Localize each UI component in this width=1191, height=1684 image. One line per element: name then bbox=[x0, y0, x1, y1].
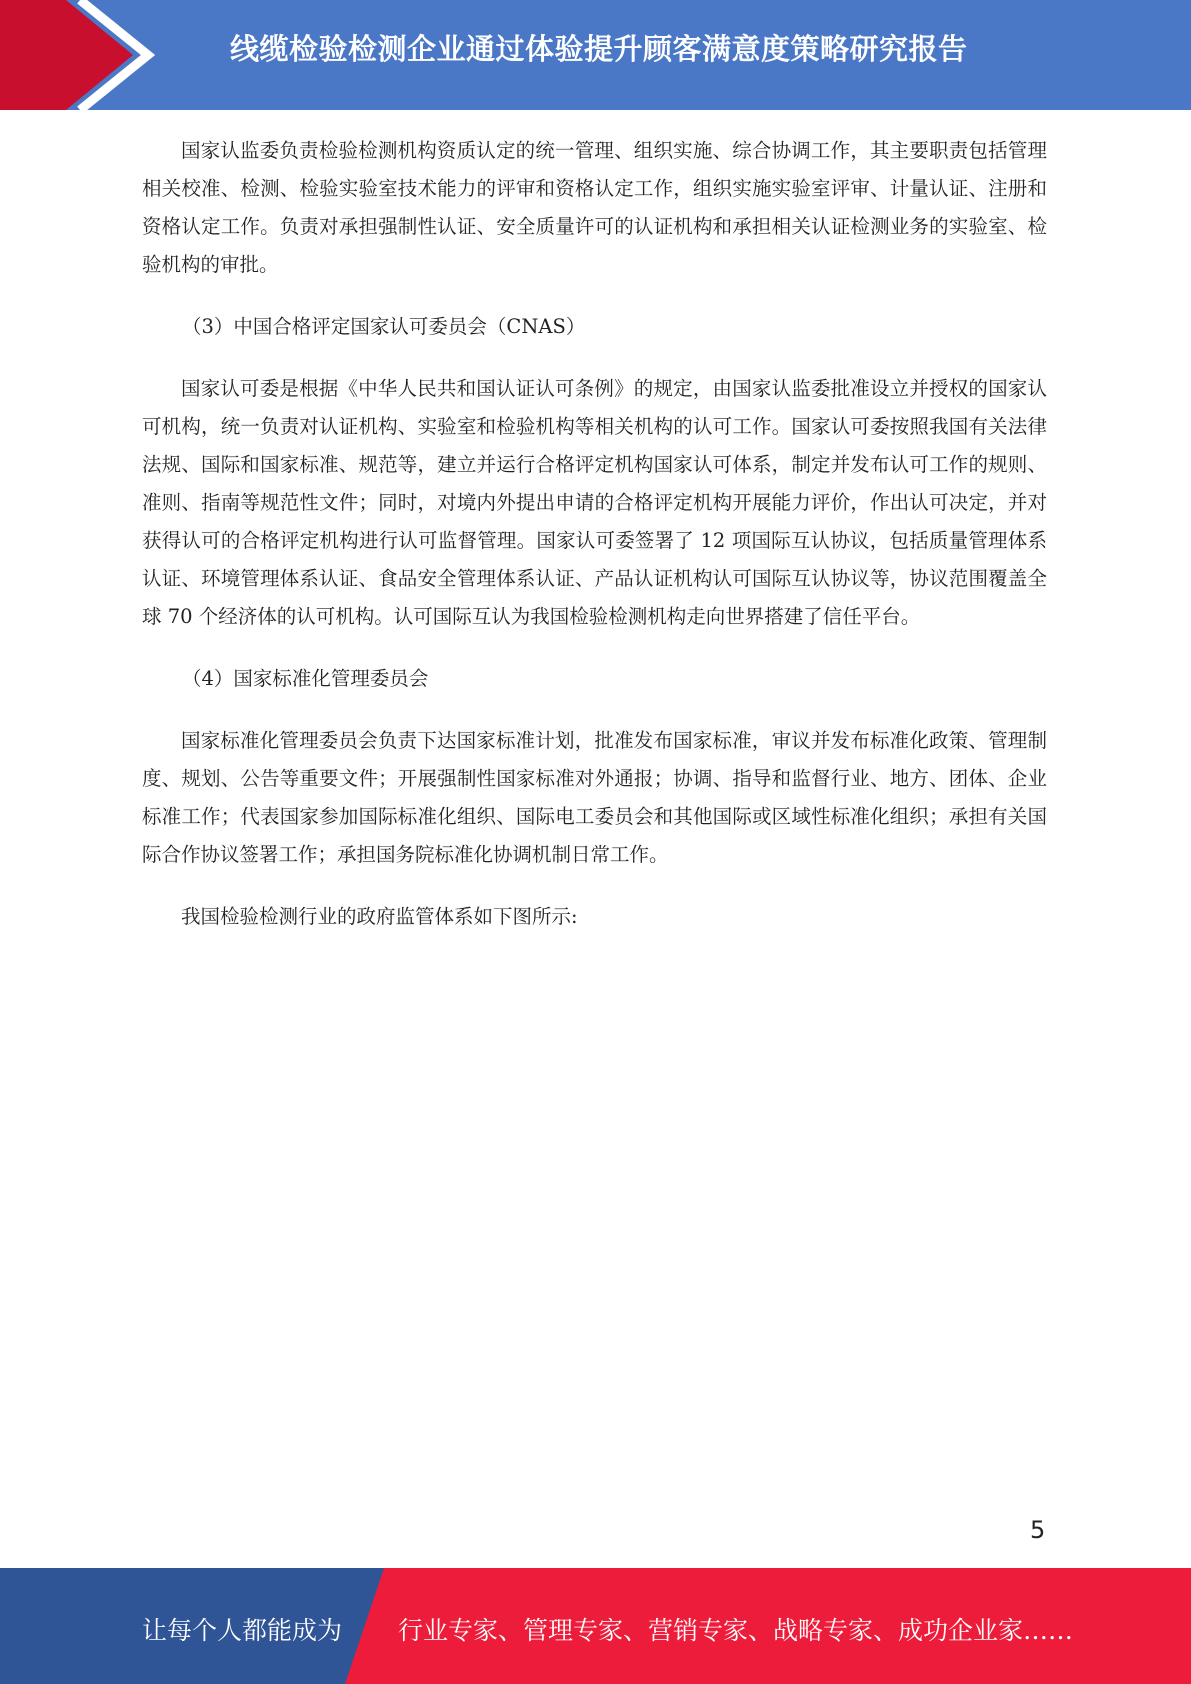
footer-slogan-left: 让每个人都能成为 bbox=[142, 1616, 343, 1645]
page-header bbox=[0, 0, 1191, 110]
paragraph-figure-intro: 我国检验检测行业的政府监管体系如下图所示: bbox=[181, 905, 578, 928]
section-heading-cnas: （3）中国合格评定国家认可委员会（CNAS） bbox=[182, 315, 586, 338]
section-heading-sac: （4）国家标准化管理委员会 bbox=[182, 667, 429, 690]
paragraph-cnca-duties: 国家认监委负责检验检测机构资质认定的统一管理、组织实施、综合协调工作，其主要职责包括管理相关校准、检测、检验实验室技术能力的评审和资格认定工作，组织实施实验室评审、计量认证、注册和资格认定工作。负责对承担强制性认证、安全质量许可的认证机构和承担相关认证检测业务的实验室、检验机构的审批。 bbox=[142, 139, 1047, 276]
paragraph-sac: 国家标准化管理委员会负责下达国家标准计划，批准发布国家标准，审议并发布标准化政策、管理制度、规划、公告等重要文件；开展强制性国家标准对外通报；协调、指导和监督行业、地方、团体、企业标准工作；代表国家参加国际标准化组织、国际电工委员会和其他国际或区域性标准化组织；承担有关国际合作协议签署工作；承担国务院标准化协调机制日常工作。 bbox=[142, 729, 1047, 866]
body-content bbox=[142, 132, 1047, 960]
page-footer bbox=[0, 1568, 1191, 1684]
footer-slogan-right: 行业专家、管理专家、营销专家、战略专家、成功企业家…… bbox=[398, 1616, 1074, 1645]
header-arrow-decoration bbox=[0, 0, 170, 110]
page-number: 5 bbox=[1030, 1516, 1046, 1544]
report-title: 线缆检验检测企业通过体验提升顾客满意度策略研究报告 bbox=[230, 32, 968, 66]
paragraph-cnas: 国家认可委是根据《中华人民共和国认证认可条例》的规定，由国家认监委批准设立并授权的国家认可机构，统一负责对认证机构、实验室和检验机构等相关机构的认可工作。国家认可委按照我国有关法律法规、国际和国家标准、规范等，建立并运行合格评定机构国家认可体系，制定并发布认可工作的规则、准则、指南等规范性文件；同时，对境内外提出申请的合格评定机构开展能力评价，作出认可决定，并对获得认可的合格评定机构进行认可监督管理。国家认可委签署了 12 项国际互认协议，包括质量管理体系认证、环境管理体系认证、食品安全管理体系认证、产品认证机构认可国际互认协议等，协议范围覆盖全球 70 个经济体的认可机构。认可国际互认为我国检验检测机构走向世界搭建了信任平台。 bbox=[142, 377, 1047, 628]
